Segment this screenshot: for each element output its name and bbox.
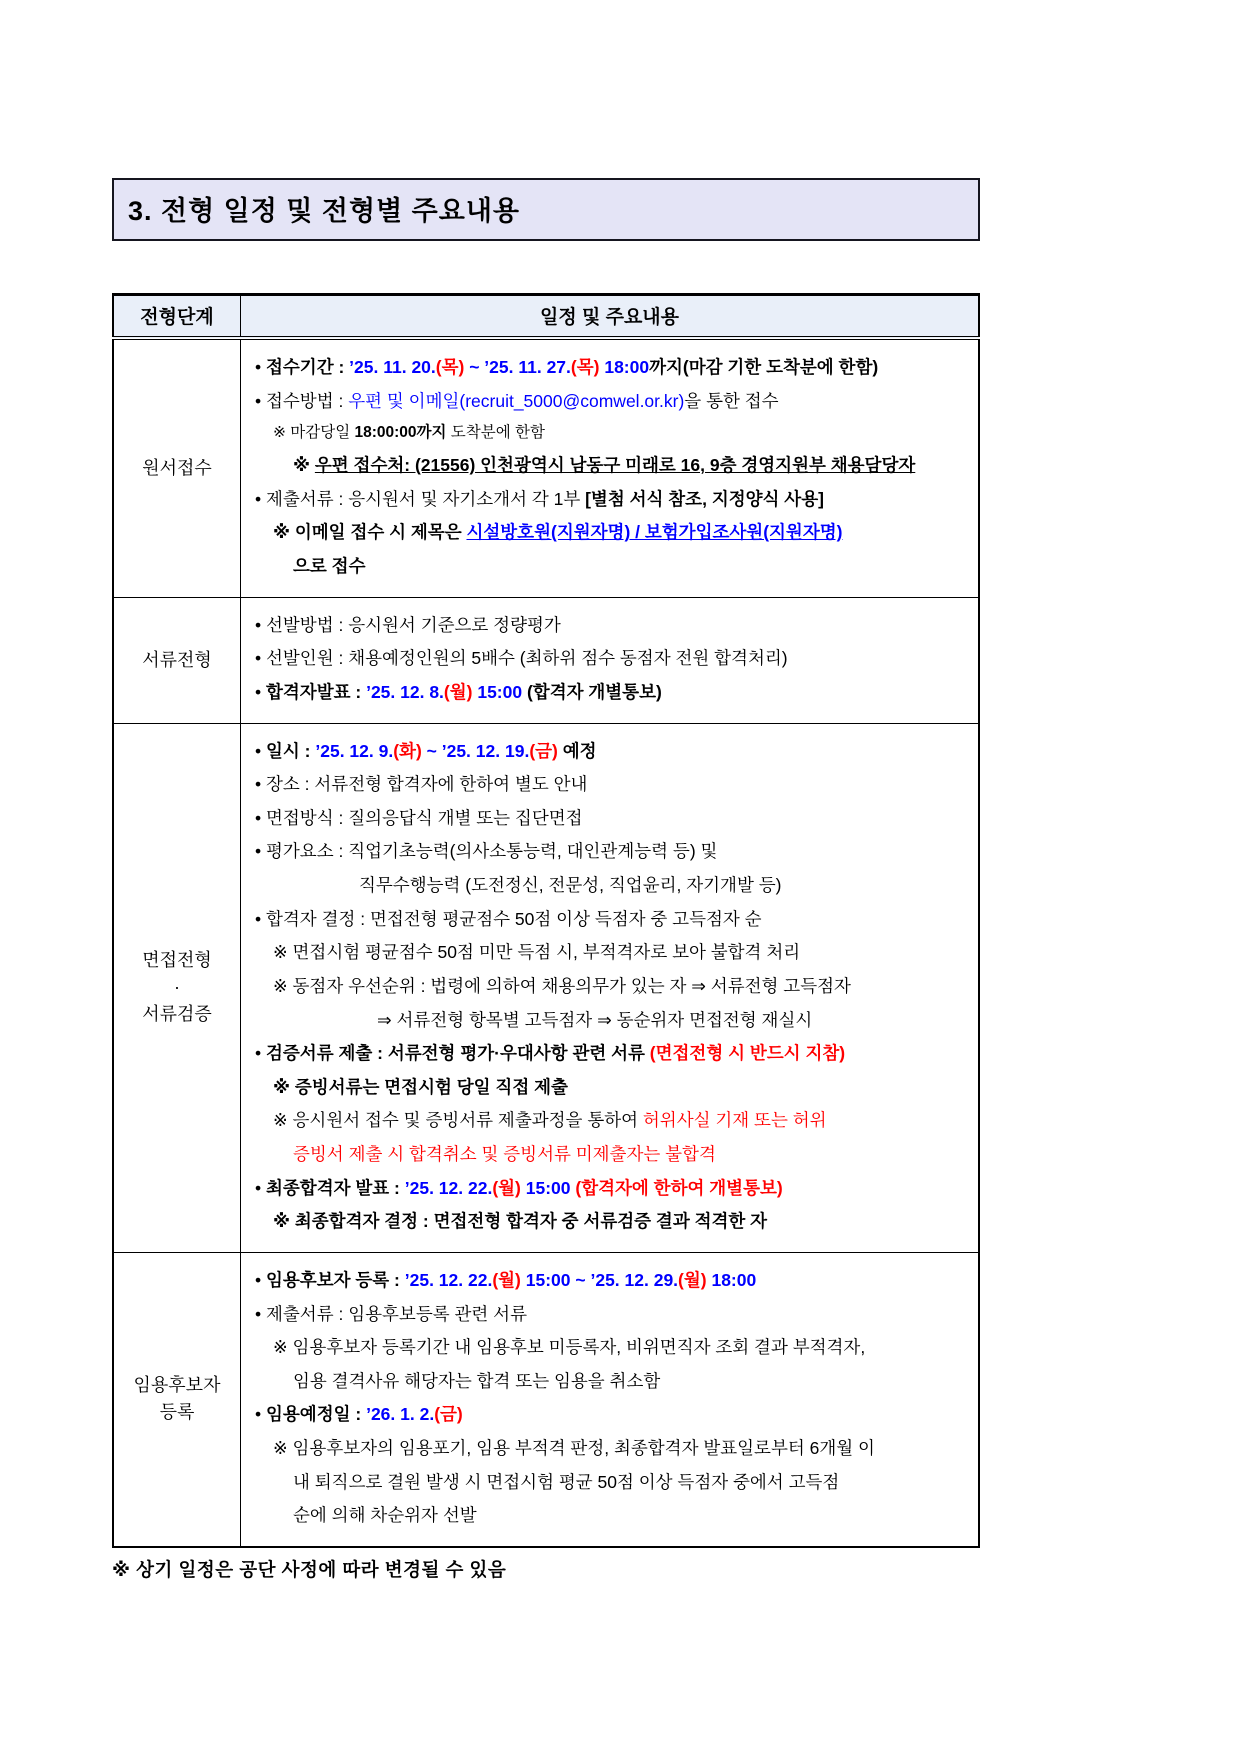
section-title-bar bbox=[112, 178, 980, 241]
content-cell bbox=[241, 597, 980, 723]
text-segment: 선발방법 : 응시원서 기준으로 정량평가 bbox=[266, 614, 561, 635]
text-segment: ’26. 1. 2. bbox=[366, 1404, 435, 1425]
text-segment: 합격자 결정 : 면접전형 평균점수 50점 이상 득점자 중 고득점자 순 bbox=[266, 908, 762, 929]
text-segment: • bbox=[255, 1177, 266, 1198]
text-segment: ※ 동점자 우선순위 : 법령에 의하여 채용의무가 있는 자 ⇒ 서류전형 고득점자 bbox=[273, 975, 851, 996]
text-segment: • bbox=[255, 390, 266, 411]
schedule-table-head bbox=[113, 295, 979, 339]
text-segment: ※ 마감당일 bbox=[273, 424, 355, 442]
content-line bbox=[255, 1437, 968, 1461]
text-segment: 일시 : bbox=[266, 740, 316, 761]
text-segment: ※ 응시원서 접수 및 증빙서류 제출과정을 통하여 bbox=[273, 1110, 643, 1131]
text-segment: 합격자발표 : bbox=[266, 681, 367, 702]
text-segment: ’25. 12. 8. bbox=[366, 681, 444, 702]
stage-cell bbox=[113, 1252, 241, 1547]
text-segment: 18:00 bbox=[706, 1269, 757, 1290]
text-segment: 시설방호원(지원자명) / 보험가입조사원(지원자명) bbox=[466, 522, 843, 543]
content-line bbox=[255, 908, 968, 932]
text-segment: 15:00 bbox=[472, 681, 523, 702]
header-row bbox=[113, 295, 979, 339]
content-line bbox=[255, 941, 968, 965]
text-segment: 면접방식 : 질의응답식 개별 또는 집단면접 bbox=[266, 807, 583, 828]
text-segment: 평가요소 : 직업기초능력(의사소통능력, 대인관계능력 등) 및 bbox=[266, 841, 718, 862]
content-line bbox=[255, 773, 968, 797]
text-segment: • bbox=[255, 648, 266, 669]
text-segment: • bbox=[255, 807, 266, 828]
text-segment: (월) bbox=[492, 1177, 521, 1198]
text-segment: ’25. 12. 9. bbox=[315, 740, 394, 761]
text-segment: (면접전형 시 반드시 지참) bbox=[649, 1043, 846, 1064]
stage-label: 서류전형 bbox=[142, 649, 212, 670]
text-segment: 우편 및 이메일 bbox=[348, 390, 460, 411]
text-segment: ※ 최종합격자 결정 : 면접전형 합격자 중 서류검증 결과 적격한 자 bbox=[273, 1211, 768, 1232]
text-segment: 허위사실 기재 또는 허위 bbox=[642, 1110, 827, 1131]
text-segment: 접수방법 : bbox=[266, 390, 349, 411]
content-line bbox=[255, 1109, 968, 1133]
text-segment: ※ bbox=[293, 455, 315, 476]
text-segment: ’25. 12. 22. bbox=[404, 1177, 493, 1198]
text-segment: 18:00:00까지 bbox=[354, 424, 447, 442]
content-cell bbox=[241, 1252, 980, 1547]
text-segment: 선발인원 : 채용예정인원의 5배수 (최하위 점수 동점자 전원 합격처리) bbox=[266, 648, 788, 669]
text-segment: (월) bbox=[492, 1269, 521, 1290]
text-segment: 순에 의해 차순위자 선발 bbox=[293, 1505, 477, 1526]
content-line bbox=[255, 1009, 968, 1033]
text-segment: (합격자에 한하여 개별통보) bbox=[575, 1177, 783, 1198]
text-segment: (월) bbox=[678, 1269, 707, 1290]
page-title: 3. 전형 일정 및 전형별 주요내용 bbox=[128, 196, 521, 226]
text-segment: 장소 : 서류전형 합격자에 한하여 별도 안내 bbox=[266, 774, 588, 795]
content-line bbox=[255, 488, 968, 512]
text-segment: [별첨 서식 참조, 지정양식 사용] bbox=[585, 488, 824, 509]
content-line bbox=[255, 1143, 968, 1167]
content-line bbox=[255, 647, 968, 671]
text-segment: ’25. 11. 27. bbox=[484, 357, 571, 377]
stage-cell bbox=[113, 338, 241, 597]
content-line bbox=[255, 1336, 968, 1360]
text-segment: 까지(마감 기한 도착분에 한함) bbox=[649, 357, 879, 377]
content-line bbox=[255, 681, 968, 705]
text-segment: 우편 접수처: (21556) 인천광역시 남동구 미래로 16, 9층 경영지원부 채용담당자 bbox=[314, 455, 916, 476]
text-segment: • bbox=[255, 357, 266, 377]
text-segment: (recruit_5000@comwel.or.kr) bbox=[459, 390, 685, 411]
content-line bbox=[255, 1042, 968, 1066]
text-segment: 으로 접수 bbox=[293, 556, 366, 577]
text-segment: 접수기간 : bbox=[266, 357, 350, 377]
stage-label: 면접전형 bbox=[142, 950, 212, 971]
content-line bbox=[255, 390, 968, 414]
text-segment: 15:00 bbox=[520, 1177, 576, 1198]
text-segment: ※ 면접시험 평균점수 50점 미만 득점 시, 부적격자로 보아 불합격 처리 bbox=[273, 942, 801, 963]
text-segment: 도착분에 한함 bbox=[446, 424, 545, 442]
text-segment: 18:00 bbox=[599, 357, 650, 377]
content-line bbox=[255, 1403, 968, 1427]
schedule-table-body bbox=[113, 338, 979, 1547]
table-row bbox=[113, 723, 979, 1252]
content-line bbox=[255, 555, 968, 579]
text-segment: (화) bbox=[393, 740, 422, 761]
text-segment: (금) bbox=[529, 740, 558, 761]
text-segment: 증빙서 제출 시 합격취소 및 증빙서류 미제출자는 불합격 bbox=[293, 1144, 716, 1165]
text-segment: (목) bbox=[435, 357, 465, 377]
text-segment: 검증서류 제출 : 서류전형 평가·우대사항 관련 서류 bbox=[266, 1043, 650, 1064]
content-line bbox=[255, 356, 968, 380]
stage-label: 서류검증 bbox=[142, 1004, 212, 1025]
text-segment: 제출서류 : 임용후보등록 관련 서류 bbox=[266, 1303, 527, 1324]
column-header-schedule: 일정 및 주요내용 bbox=[241, 295, 980, 339]
stage-label: 임용후보자 bbox=[133, 1375, 221, 1396]
content-line bbox=[255, 1504, 968, 1528]
text-segment: • bbox=[255, 1303, 266, 1324]
content-line bbox=[255, 1210, 968, 1234]
text-segment: 임용후보자 등록 : bbox=[266, 1269, 405, 1290]
text-segment: • bbox=[255, 681, 266, 702]
text-segment: ※ 임용후보자의 임용포기, 임용 부적격 판정, 최종합격자 발표일로부터 6개월 이 bbox=[273, 1438, 875, 1459]
text-segment: (금) bbox=[434, 1404, 463, 1425]
text-segment: 예정 bbox=[557, 740, 597, 761]
content-line bbox=[255, 423, 968, 444]
text-segment: • bbox=[255, 1404, 266, 1425]
column-header-stage: 전형단계 bbox=[113, 295, 241, 339]
stage-label: 등록 bbox=[159, 1402, 195, 1423]
text-segment: • bbox=[255, 1043, 266, 1064]
content-line bbox=[255, 1471, 968, 1495]
content-line bbox=[255, 840, 968, 864]
text-segment: • bbox=[255, 488, 266, 509]
text-segment: 을 통한 접수 bbox=[684, 390, 779, 411]
text-segment: ’25. 12. 22. bbox=[404, 1269, 493, 1290]
table-row bbox=[113, 338, 979, 597]
text-segment: ※ 임용후보자 등록기간 내 임용후보 미등록자, 비위면직자 조회 결과 부적격자, bbox=[273, 1337, 866, 1358]
text-segment: (월) bbox=[443, 681, 473, 702]
content-line bbox=[255, 1076, 968, 1100]
text-segment: ※ 이메일 접수 시 제목은 bbox=[273, 522, 467, 543]
text-segment: ~ bbox=[464, 357, 485, 377]
text-segment: • bbox=[255, 908, 266, 929]
content-line bbox=[255, 807, 968, 831]
table-row bbox=[113, 1252, 979, 1547]
content-line bbox=[255, 975, 968, 999]
text-segment: 임용 결격사유 해당자는 합격 또는 임용을 취소함 bbox=[293, 1370, 661, 1391]
text-segment: (합격자 개별통보) bbox=[522, 681, 662, 702]
text-segment: ’25. 11. 20. bbox=[349, 357, 436, 377]
document-page bbox=[112, 178, 980, 1582]
content-line bbox=[255, 1177, 968, 1201]
text-segment: 제출서류 : 응시원서 및 자기소개서 각 1부 bbox=[266, 488, 586, 509]
schedule-table bbox=[112, 293, 980, 1548]
content-line bbox=[255, 740, 968, 764]
stage-label: 원서접수 bbox=[142, 457, 212, 478]
content-cell bbox=[241, 723, 980, 1252]
stage-cell bbox=[113, 597, 241, 723]
text-segment: (목) bbox=[570, 357, 600, 377]
text-segment: • bbox=[255, 774, 266, 795]
content-line bbox=[255, 614, 968, 638]
content-line bbox=[255, 874, 968, 898]
content-line bbox=[255, 1303, 968, 1327]
text-segment: ~ bbox=[421, 740, 442, 761]
text-segment: ⇒ 서류전형 항목별 고득점자 ⇒ 동순위자 면접전형 재실시 bbox=[377, 1009, 813, 1030]
footer-note: ※ 상기 일정은 공단 사정에 따라 변경될 수 있음 bbox=[112, 1558, 507, 1580]
text-segment: • bbox=[255, 841, 266, 862]
text-segment: 임용예정일 : bbox=[266, 1404, 367, 1425]
text-segment: • bbox=[255, 740, 266, 761]
text-segment: ※ 증빙서류는 면접시험 당일 직접 제출 bbox=[273, 1076, 568, 1097]
text-segment: • bbox=[255, 614, 266, 635]
stage-cell bbox=[113, 723, 241, 1252]
content-line bbox=[255, 1269, 968, 1293]
text-segment: ’25. 12. 19. bbox=[441, 740, 530, 761]
content-line bbox=[255, 1370, 968, 1394]
content-line bbox=[255, 454, 968, 478]
content-cell bbox=[241, 338, 980, 597]
text-segment: ’25. 12. 29. bbox=[590, 1269, 679, 1290]
text-segment: • bbox=[255, 1269, 266, 1290]
content-line bbox=[255, 521, 968, 545]
table-row bbox=[113, 597, 979, 723]
text-segment: 내 퇴직으로 결원 발생 시 면접시험 평균 50점 이상 득점자 중에서 고득점 bbox=[293, 1471, 840, 1492]
text-segment: 15:00 ~ bbox=[520, 1269, 591, 1290]
text-segment: 최종합격자 발표 : bbox=[266, 1177, 405, 1198]
stage-label: · bbox=[174, 977, 180, 998]
text-segment: 직무수행능력 (도전정신, 전문성, 직업윤리, 자기개발 등) bbox=[359, 875, 782, 896]
